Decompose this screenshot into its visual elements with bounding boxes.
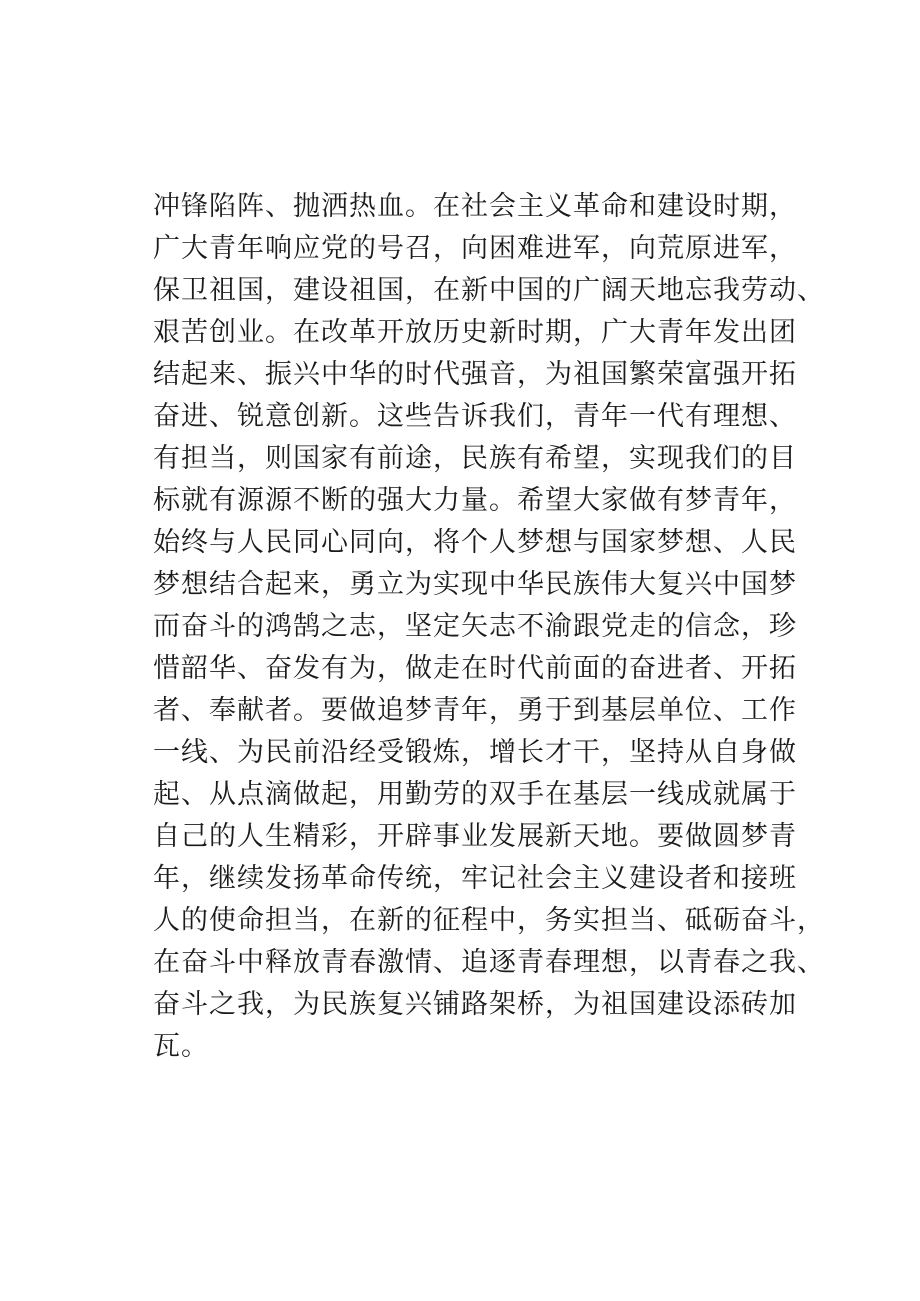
text-line: 始终与人民同心同向，将个人梦想与国家梦想、人民 bbox=[153, 527, 797, 558]
text-line: 而奋斗的鸿鹄之志，坚定矢志不渝跟党走的信念，珍 bbox=[153, 611, 797, 642]
text-line: 一线、为民前沿经受锻炼，增长才干，坚持从自身做 bbox=[153, 737, 797, 768]
text-line: 梦想结合起来，勇立为实现中华民族伟大复兴中国梦 bbox=[153, 569, 797, 600]
text-line: 自己的人生精彩，开辟事业发展新天地。要做圆梦青 bbox=[153, 821, 797, 852]
text-line: 结起来、振兴中华的时代强音，为祖国繁荣富强开拓 bbox=[153, 359, 797, 390]
text-line: 冲锋陷阵、抛洒热血。在社会主义革命和建设时期， bbox=[153, 191, 797, 222]
text-line: 在奋斗中释放青春激情、追逐青春理想，以青春之我、 bbox=[153, 947, 825, 978]
text-line: 人的使命担当，在新的征程中，务实担当、砥砺奋斗， bbox=[153, 905, 825, 936]
text-line: 有担当，则国家有前途，民族有希望，实现我们的目 bbox=[153, 443, 797, 474]
body-paragraph bbox=[153, 186, 825, 1068]
text-line: 艰苦创业。在改革开放历史新时期，广大青年发出团 bbox=[153, 317, 797, 348]
text-line: 年，继续发扬革命传统，牢记社会主义建设者和接班 bbox=[153, 863, 797, 894]
text-line: 广大青年响应党的号召，向困难进军，向荒原进军， bbox=[153, 233, 797, 264]
text-line: 奋斗之我，为民族复兴铺路架桥，为祖国建设添砖加 bbox=[153, 989, 797, 1020]
text-line: 奋进、锐意创新。这些告诉我们，青年一代有理想、 bbox=[153, 401, 797, 432]
text-line: 者、奉献者。要做追梦青年，勇于到基层单位、工作 bbox=[153, 695, 797, 726]
text-line: 标就有源源不断的强大力量。希望大家做有梦青年， bbox=[153, 485, 797, 516]
text-line: 瓦。 bbox=[153, 1031, 209, 1062]
text-line: 惜韶华、奋发有为，做走在时代前面的奋进者、开拓 bbox=[153, 653, 797, 684]
text-line: 保卫祖国，建设祖国，在新中国的广阔天地忘我劳动、 bbox=[153, 275, 825, 306]
text-line: 起、从点滴做起，用勤劳的双手在基层一线成就属于 bbox=[153, 779, 797, 810]
